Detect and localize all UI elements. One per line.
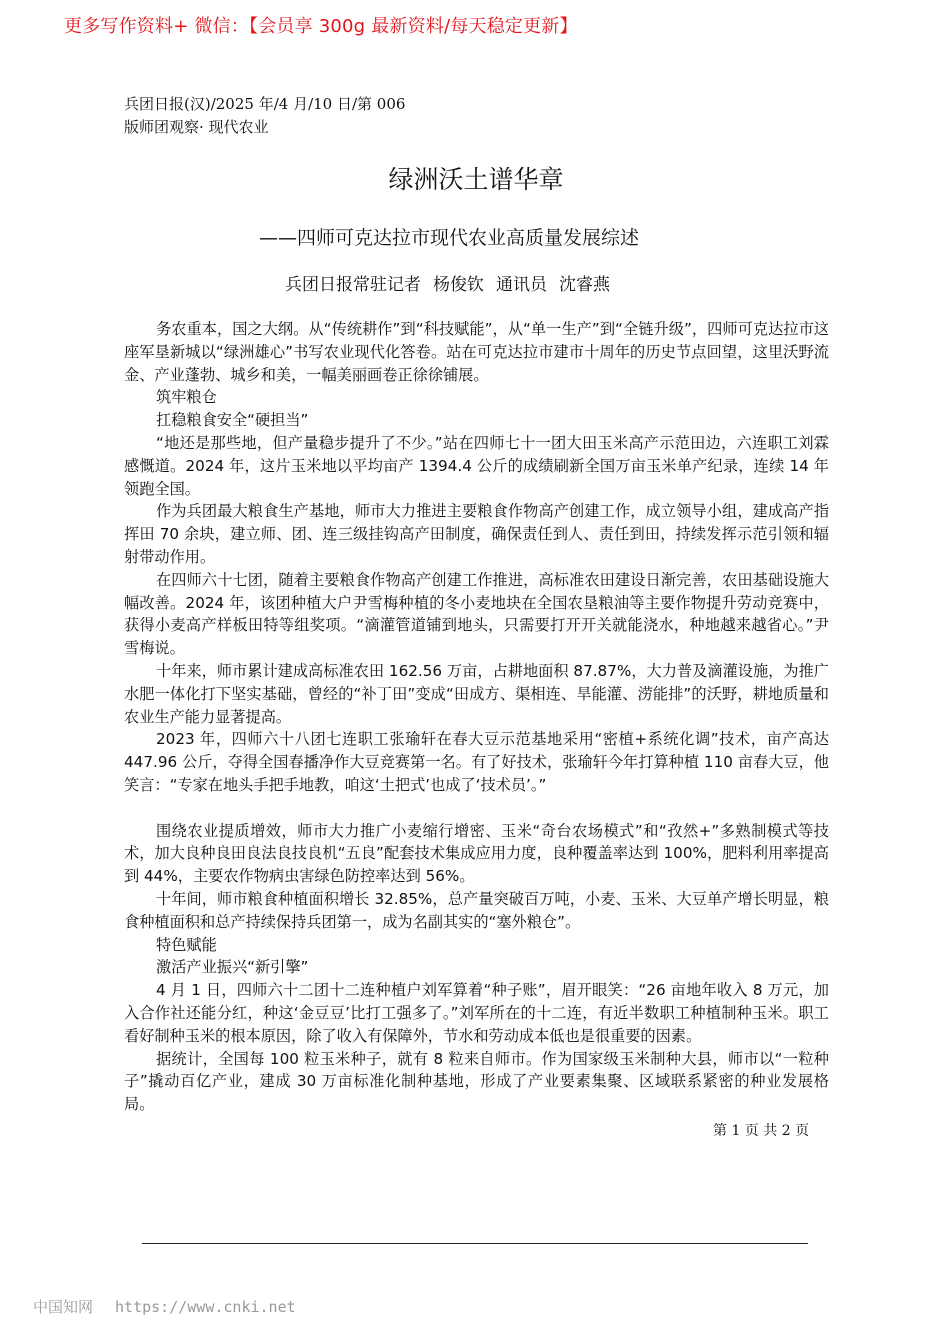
byline-reporter-name: 杨俊钦 — [433, 275, 484, 295]
paragraph: 据统计，全国每 100 粒玉米种子，就有 8 粒来自师市。作为国家级玉米制种大县，师市以“一粒种子”撬动百亿产业，建成 30 万亩标准化制种基地，形成了产业要素集聚、区域联系紧密的种业发展格局。 — [124, 1049, 829, 1114]
paragraph: 在四师六十七团，随着主要粮食作物高产创建工作推进，高标准农田建设日渐完善，农田基础设施大幅改善。2024 年，该团种植大户尹雪梅种植的冬小麦地块在全国农垦粮油等主要作物提升劳动竞赛中，获得小麦高产样板田特等组奖项。“滴灌管道铺到地头，只需要打开开关就能浇水，种地越来越省心。”尹雪梅说。 — [124, 570, 829, 658]
source-line-section: 版师团观察· 现代农业 — [124, 118, 269, 136]
paragraph: “地还是那些地，但产量稳步提升了不少。”站在四师七十一团大田玉米高产示范田边，六连职工刘霖感慨道。2024 年，这片玉米地以平均亩产 1394.4 公斤的成绩刷新全国万亩玉米单产纪录，连续 14 年领跑全国。 — [124, 433, 829, 498]
section-subheading: 扛稳粮食安全“硬担当” — [156, 411, 309, 430]
paragraph: 围绕农业提质增效，师市大力推广小麦缩行增密、玉米“奇台农场模式”和“孜然+”多熟制模式等技术，加大良种良田良法良技良机“五良”配套技术集成应用力度，良种覆盖率达到 100%，肥料利用率提高到 44%，主要农作物病虫害绿色防控率达到 56%。 — [124, 821, 829, 886]
paragraph: 十年间，师市粮食种植面积增长 32.85%，总产量突破百万吨，小麦、玉米、大豆单产增长明显，粮食种植面积和总产持续保持兵团第一，成为名副其实的“塞外粮仓”。 — [124, 889, 829, 931]
article-title: 绿洲沃土谱华章 — [388, 165, 564, 194]
article-subtitle: ——四师可克达拉市现代农业高质量发展综述 — [259, 227, 640, 249]
section-subheading: 激活产业振兴“新引擎” — [156, 958, 309, 977]
byline-correspondent-name: 沈睿燕 — [559, 275, 610, 295]
paragraph: 2023 年，四师六十八团七连职工张瑜轩在春大豆示范基地采用“密植+系统化调”技术，亩产高达 447.96 公斤，夺得全国春播净作大豆竞赛第一名。有了好技术，张瑜轩今年打算种植 110 亩春大豆，他笑言：“专家在地头手把手地教，咱这‘土把式’也成了‘技术员’。” — [124, 730, 829, 794]
paragraph: 作为兵团最大粮食生产基地，师市大力推进主要粮食作物高产创建工作，成立领导小组，建成高产指挥田 70 余块，建立师、团、连三级挂钩高产田制度，确保责任到人、责任到田，持续发挥示范引领和辐射带动作用。 — [124, 502, 829, 566]
byline-reporter-role: 兵团日报常驻记者 — [285, 275, 421, 295]
paragraph: 务农重本，国之大纲。从“传统耕作”到“科技赋能”，从“单一生产”到“全链升级”，四师可克达拉市这座军垦新城以“绿洲雄心”书写农业现代化答卷。站在可克达拉市建市十周年的历史节点回望，这里沃野流金、产业蓬勃、城乡和美，一幅美丽画卷正徐徐铺展。 — [124, 320, 829, 384]
article-body — [124, 318, 829, 1116]
paragraph: 十年来，师市累计建成高标准农田 162.56 万亩，占耕地面积 87.87%，大力普及滴灌设施，为推广水肥一体化打下坚实基础，曾经的“补丁田”变成“田成方、渠相连、旱能灌、涝能排”的沃野，耕地质量和农业生产能力显著提高。 — [124, 661, 829, 726]
footer-brand: 中国知网 — [33, 1298, 94, 1316]
footer-divider — [142, 1243, 808, 1244]
footer-url-link[interactable]: https://www.cnki.net — [115, 1298, 296, 1316]
article-byline — [285, 270, 622, 295]
byline-correspondent-role: 通讯员 — [496, 275, 547, 295]
page-indicator: 第 1 页 共 2 页 — [713, 1123, 810, 1139]
source-info — [124, 93, 405, 139]
section-heading: 筑牢粮仓 — [156, 388, 217, 407]
promo-banner: 更多写作资料+ 微信：【会员享 300g 最新资料/每天稳定更新】 — [64, 16, 578, 37]
source-line-publication: 兵团日报(汉)/2025 年/4 月/10 日/第 006 — [124, 95, 406, 113]
section-heading: 特色赋能 — [156, 935, 217, 954]
paragraph: 4 月 1 日，四师六十二团十二连种植户刘军算着“种子账”，眉开眼笑：“26 亩地年收入 8 万元，加入合作社还能分红，种这‘金豆豆’比打工强多了。”刘军所在的十二连，有近半数职工种植制种玉米。职工看好制种玉米的根本原因，除了收入有保障外，节水和劳动成本低也是很重要的因素。 — [124, 981, 829, 1045]
footer-watermark — [33, 1296, 296, 1317]
